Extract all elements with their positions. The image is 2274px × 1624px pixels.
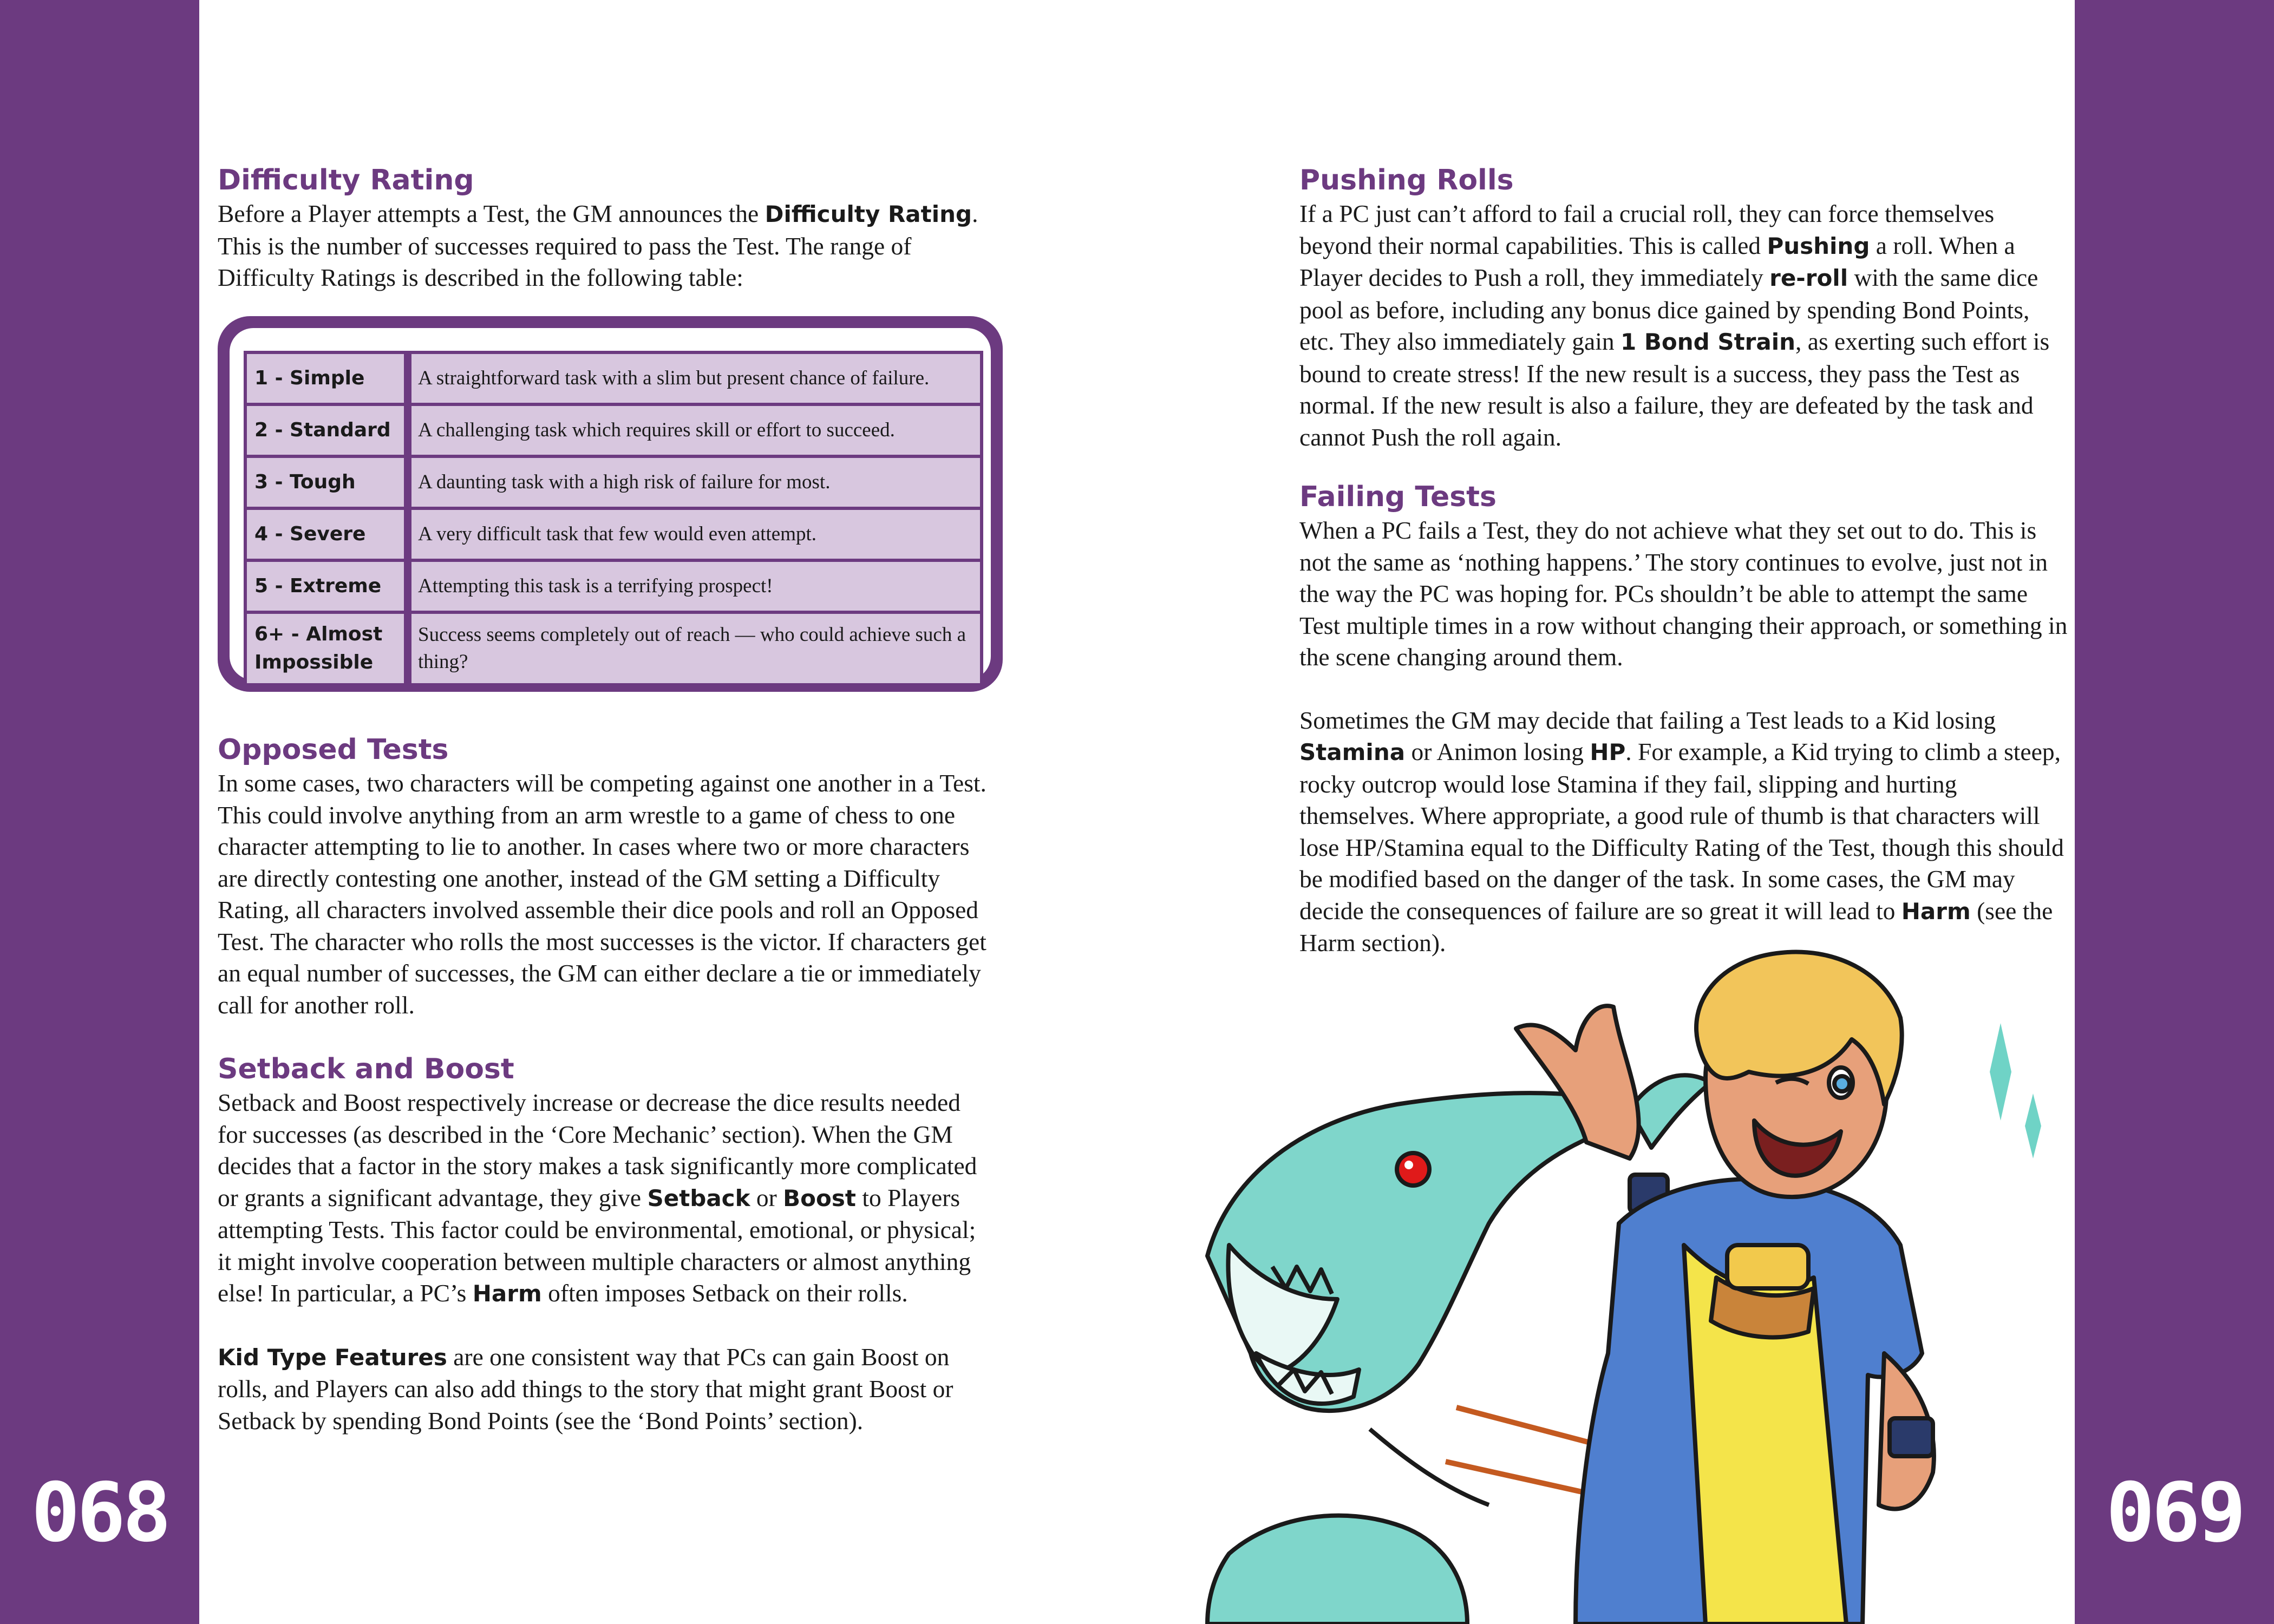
table-row: [245, 352, 982, 404]
page-number-left: 068: [31, 1466, 168, 1560]
right-column: [1299, 162, 2068, 959]
table-row: [245, 560, 982, 612]
right-margin-bar: [2075, 0, 2274, 1624]
rating-cell: 1 - Simple: [245, 352, 408, 404]
table-row: [245, 508, 982, 560]
kid-and-shark-illustration: [1164, 942, 2079, 1624]
page-number-right: 069: [2106, 1466, 2243, 1560]
description-cell: A straightforward task with a slim but present chance of failure.: [408, 352, 982, 404]
heading-opposed-tests: Opposed Tests: [218, 734, 449, 766]
rating-cell: 6+ - Almost Impossible: [245, 612, 408, 685]
kid-type-features-paragraph: Kid Type Features are one consistent way that PCs can gain Boost on rolls, and Players can also add things to the story that might grant Boost or Setback by spending Bond Points (see the ‘Bond Points’ section).: [218, 1343, 953, 1435]
heading-setback-boost: Setback and Boost: [218, 1053, 514, 1085]
left-column-top: [218, 162, 992, 294]
table-row: [245, 612, 982, 685]
pushing-rolls-paragraph: If a PC just can’t afford to fail a crucial roll, they can force themselves beyond their normal capabilities. This is called Pushing a roll. When a Player decides to Push a roll, they immediately re-roll with the same dice pool as before, including any bonus dice gained by spending Bond Points, etc. They also immediately gain 1 Bond Strain, as exerting such effort is bound to create stress! If the new result is a success, they pass the Test as normal. If the new result is also a failure, they are defeated by the task and cannot Push the roll again.: [1299, 200, 2050, 451]
left-column-bottom: [218, 732, 992, 1437]
left-margin-bar: [0, 0, 199, 1624]
heading-difficulty-rating: Difficulty Rating: [218, 164, 474, 197]
sparkle-icon: [1990, 1023, 2041, 1158]
description-cell: A daunting task with a high risk of failure for most.: [408, 456, 982, 508]
failing-tests-paragraph-1: When a PC fails a Test, they do not achieve what they set out to do. This is not the same as ‘nothing happens.’ The story continues to evolve, just not in the way the PC was hoping for. PCs shouldn’t be able to attempt the same Test multiple times in a row without changing their approach, or something in the scene changing around them.: [1299, 516, 2068, 671]
heading-pushing-rolls: Pushing Rolls: [1299, 164, 1514, 197]
table-row: [245, 456, 982, 508]
kid-character: [1516, 952, 1934, 1624]
failing-tests-paragraph-2: Sometimes the GM may decide that failing a Test leads to a Kid losing Stamina or Animon losing HP. For example, a Kid trying to climb a steep, rocky outcrop would lose Stamina if they fail, slipping and hurting themselves. Where appropriate, a good rule of thumb is that characters will lose HP/Stamina equal to the Difficulty Rating of the Test, though this should be modified based on the danger of the task. In some cases, the GM may decide the consequences of failure are so great it will lead to Harm (see the Harm section).: [1299, 706, 2064, 957]
rating-cell: 5 - Extreme: [245, 560, 408, 612]
description-cell: Attempting this task is a terrifying prospect!: [408, 560, 982, 612]
rating-cell: 2 - Standard: [245, 404, 408, 456]
difficulty-table: [244, 351, 983, 686]
setback-boost-paragraph: Setback and Boost respectively increase or decrease the dice results needed for successes (as described in the ‘Core Mechanic’ section). When the GM decides that a factor in the story makes a task significantly more complicated or grants a significant advantage, they give Setback or Boost to Players attempting Tests. This factor could be environmental, emotional, or physical; it might involve cooperation between multiple characters or almost anything else! In particular, a PC’s Harm often imposes Setback on their rolls.: [218, 1089, 977, 1307]
rating-cell: 3 - Tough: [245, 456, 408, 508]
description-cell: A very difficult task that few would even attempt.: [408, 508, 982, 560]
opposed-tests-paragraph: In some cases, two characters will be competing against one another in a Test. This could involve anything from an arm wrestle to a game of chess to one character attempting to lie to another. In cases where two or more characters are directly contesting one another, instead of the GM setting a Difficulty Rating, all characters involved assemble their dice pools and roll an Opposed Test. The character who rolls the most successes is the victor. If characters get an equal number of successes, the GM can either declare a tie or immediately call for another roll.: [218, 769, 986, 1019]
description-cell: Success seems completely out of reach — who could achieve such a thing?: [408, 612, 982, 685]
rating-cell: 4 - Severe: [245, 508, 408, 560]
difficulty-rating-paragraph: Before a Player attempts a Test, the GM announces the Difficulty Rating. This is the number of successes required to pass the Test. The range of Difficulty Ratings is described in the following table:: [218, 200, 978, 291]
description-cell: A challenging task which requires skill or effort to succeed.: [408, 404, 982, 456]
shark-eye-icon: [1395, 1151, 1432, 1188]
difficulty-table-frame: [218, 316, 1003, 692]
table-row: [245, 404, 982, 456]
heading-failing-tests: Failing Tests: [1299, 481, 1497, 513]
